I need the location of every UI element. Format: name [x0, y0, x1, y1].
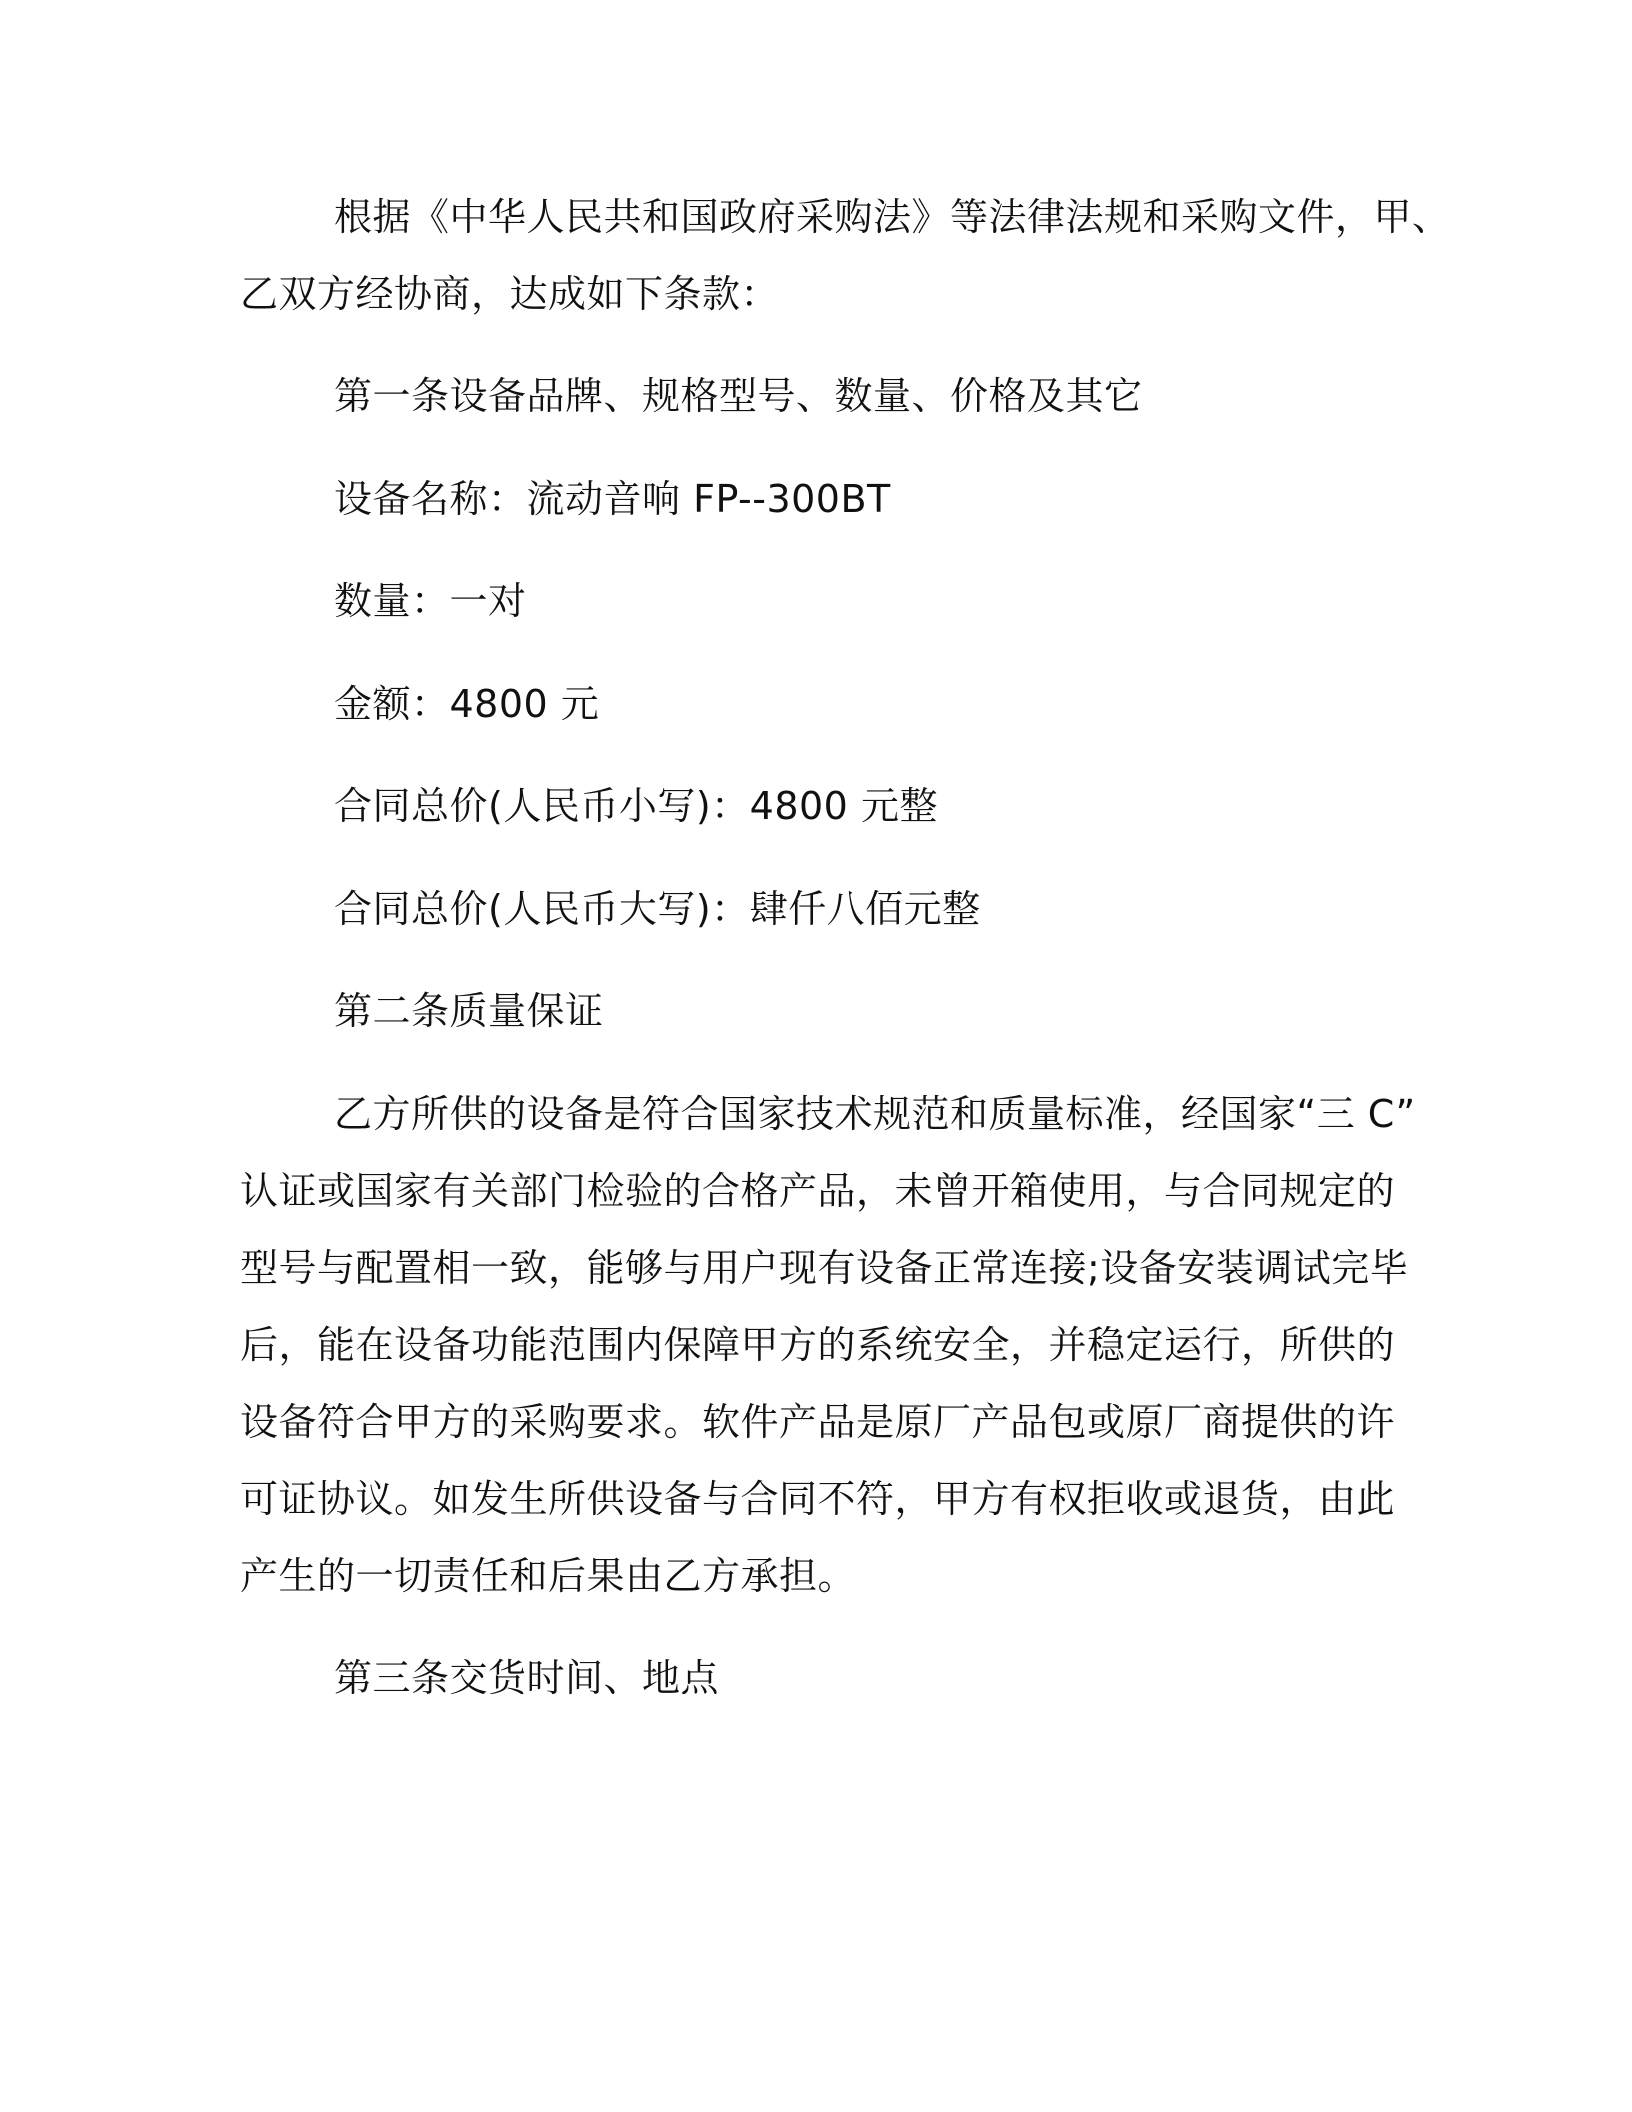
intro-line-2: 乙双方经协商，达成如下条款：: [240, 272, 780, 316]
article-2-heading: 第二条质量保证: [334, 989, 604, 1033]
total-price-lowercase: 合同总价(人民币小写)：4800 元整: [334, 784, 938, 828]
article-2-line: 设备符合甲方的采购要求。软件产品是原厂产品包或原厂商提供的许: [240, 1400, 1396, 1444]
article-2-line: 产生的一切责任和后果由乙方承担。: [240, 1554, 857, 1598]
equipment-name: 设备名称：流动音响 FP--300BT: [334, 477, 891, 521]
total-price-uppercase: 合同总价(人民币大写)：肆仟八佰元整: [334, 887, 981, 931]
article-2-line: 后，能在设备功能范围内保障甲方的系统安全，并稳定运行，所供的: [240, 1323, 1396, 1367]
article-2-line: 型号与配置相一致，能够与用户现有设备正常连接;设备安装调试完毕: [240, 1246, 1409, 1290]
amount: 金额：4800 元: [334, 682, 600, 726]
quantity: 数量：一对: [334, 579, 527, 623]
article-2-line: 认证或国家有关部门检验的合格产品，未曾开箱使用，与合同规定的: [240, 1169, 1396, 1213]
article-2-line: 乙方所供的设备是符合国家技术规范和质量标准，经国家“三 C”: [334, 1092, 1416, 1136]
article-2-line: 可证协议。如发生所供设备与合同不符，甲方有权拒收或退货，由此: [240, 1477, 1396, 1521]
intro-line-1: 根据《中华人民共和国政府采购法》等法律法规和采购文件，甲、: [334, 195, 1451, 239]
article-3-heading: 第三条交货时间、地点: [334, 1656, 720, 1700]
article-1-heading: 第一条设备品牌、规格型号、数量、价格及其它: [334, 374, 1143, 418]
